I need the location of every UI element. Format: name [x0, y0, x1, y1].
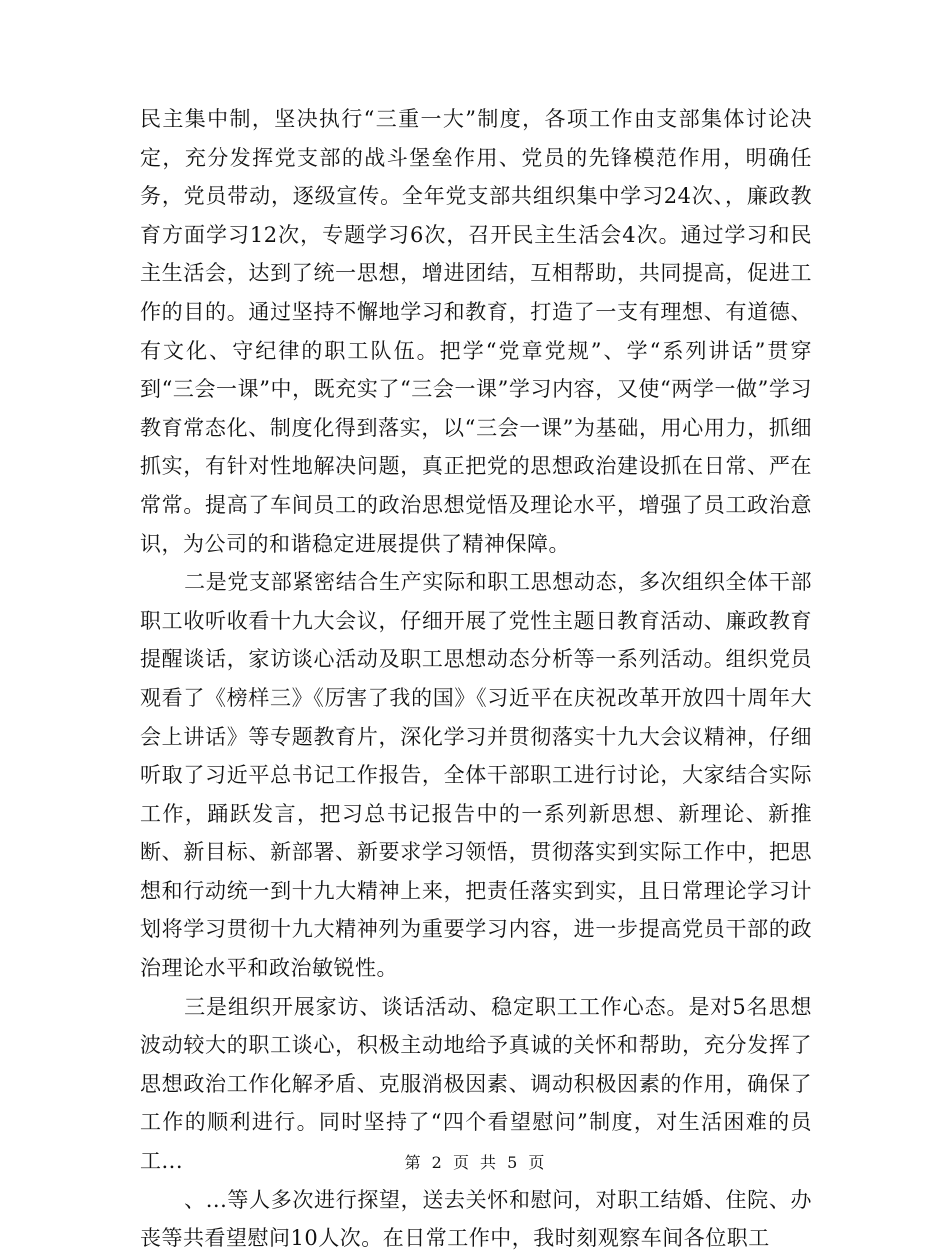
page-number-footer: 第 2 页 共 5 页	[404, 1153, 546, 1172]
document-body	[140, 100, 812, 1258]
paragraph-2: 二是党支部紧密结合生产实际和职工思想动态，多次组织全体干部职工收听收看十九大会议，仔细开展了党性主题日教育活动、廉政教育提醒谈话，家访谈心活动及职工思想动态分析等一系列活动。组织党员观看了《榜样三》《厉害了我的国》《习近平在庆祝改革开放四十周年大会上讲话》等专题教育片，深化学习并贯彻落实十九大会议精神，仔细听取了习近平总书记工作报告，全体干部职工进行讨论，大家结合实际工作，踊跃发言，把习总书记报告中的一系列新思想、新理论、新推断、新目标、新部署、新要求学习领悟，贯彻落实到实际工作中，把思想和行动统一到十九大精神上来，把责任落实到实，且日常理论学习计划将学习贯彻十九大精神列为重要学习内容，进一步提高党员干部的政治理论水平和政治敏锐性。	[140, 570, 812, 981]
paragraph-3: 三是组织开展家访、谈话活动、稳定职工工作心态。是对5名思想波动较大的职工谈心，积极主动地给予真诚的关怀和帮助，充分发挥了思想政治工作化解矛盾、克服消极因素、调动积极因素的作用，确保了工作的顺利进行。同时坚持了“四个看望慰问”制度，对生活困难的员工...	[140, 994, 812, 1174]
paragraph-1: 民主集中制，坚决执行“三重一大”制度，各项工作由支部集体讨论决定，充分发挥党支部的战斗堡垒作用、党员的先锋模范作用，明确任务，党员带动，逐级宣传。全年党支部共组织集中学习24次、，廉政教育方面学习12次，专题学习6次，召开民主生活会4次。通过学习和民主生活会，达到了统一思想，增进团结，互相帮助，共同提高，促进工作的目的。通过坚持不懈地学习和教育，打造了一支有理想、有道德、有文化、守纪律的职工队伍。把学“党章党规”、学“系列讲话”贯穿到“三会一课”中，既充实了“三会一课”学习内容，又使“两学一做”学习教育常态化、制度化得到落实，以“三会一课”为基础，用心用力，抓细抓实，有针对性地解决问题，真正把党的思想政治建设抓在日常、严在常常。提高了车间员工的政治思想觉悟及理论水平，增强了员工政治意识，为公司的和谐稳定进展提供了精神保障。	[140, 107, 812, 556]
paragraph-4: 、...等人多次进行探望，送去关怀和慰问，对职工结婚、住院、办丧等共看望慰问10人次。在日常工作中，我时刻观察车间各位职工	[140, 1187, 812, 1251]
